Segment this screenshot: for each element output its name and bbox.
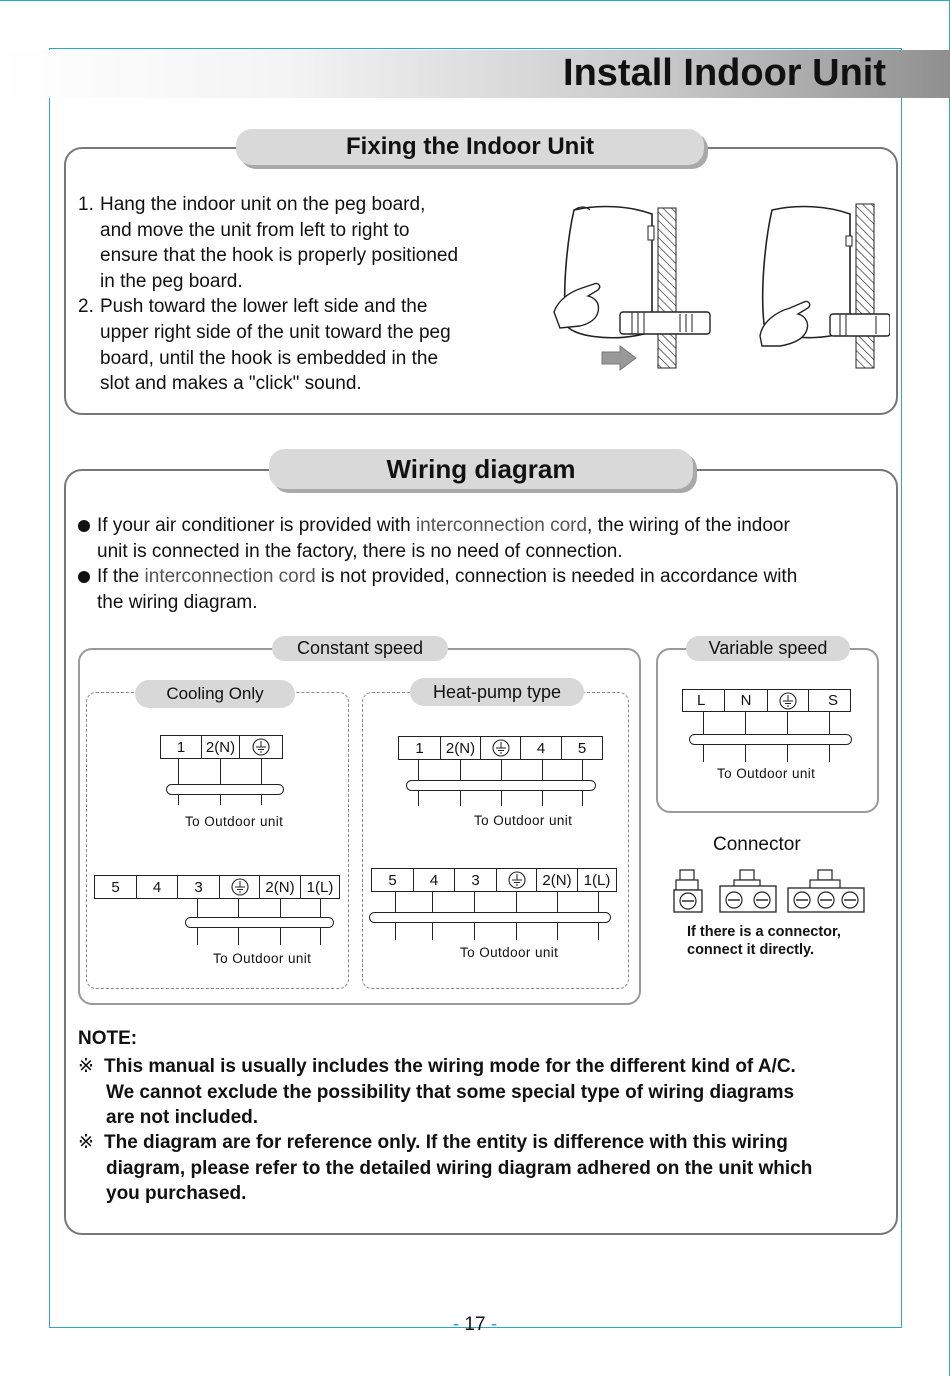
terminal-cell: 5 xyxy=(577,739,587,757)
terminal-block-heatpump-top xyxy=(398,736,603,760)
page-number-dash: - xyxy=(452,1314,465,1335)
bullet-1-highlight: interconnection cord xyxy=(415,515,588,536)
note-2-line-1: The diagram are for reference only. If the entity is difference with this wiring xyxy=(104,1132,788,1153)
page-number-value: 17 xyxy=(464,1314,486,1335)
step-1-line-1: Hang the indoor unit on the peg board, xyxy=(100,194,426,215)
terminal-cell: 2(N) xyxy=(260,876,301,898)
terminal-block-variable xyxy=(682,689,851,712)
wiring-heading xyxy=(269,449,693,489)
terminal-cell: 4 xyxy=(137,876,178,898)
terminal-block-cooling-bottom xyxy=(94,875,340,899)
terminal-cell: 2(N) xyxy=(441,737,481,759)
connector-label: Connector xyxy=(713,834,801,855)
connector-single-icon xyxy=(674,870,702,912)
cable-bus xyxy=(689,734,852,745)
note-title: NOTE: xyxy=(78,1028,138,1049)
bullet-dot xyxy=(78,520,90,532)
step-2 xyxy=(78,294,528,396)
note-2-line-2: diagram, please refer to the detailed wiring diagram adhered on the unit which xyxy=(106,1157,813,1179)
wire xyxy=(220,759,221,805)
to-outdoor-label: To Outdoor unit xyxy=(185,814,284,829)
terminal-cell: N xyxy=(725,690,768,711)
terminal-cell: 5 xyxy=(95,876,137,898)
terminal-block-heatpump-bottom xyxy=(371,868,617,892)
terminal-cell: 1 xyxy=(399,737,441,759)
step-2-line-2: upper right side of the unit toward the peg xyxy=(100,321,451,343)
step-2-line-3: board, until the hook is embedded in the xyxy=(100,347,439,369)
bullet-1-text: If your air conditioner is provided with xyxy=(97,515,416,536)
note-1-line-3: are not included. xyxy=(106,1107,259,1129)
ground-icon xyxy=(240,736,282,758)
terminal-cell: 1(L) xyxy=(306,878,334,896)
terminal-block-cooling-top xyxy=(160,735,283,759)
terminal-cell: L xyxy=(683,690,725,711)
connector-caption-line-2: connect it directly. xyxy=(687,942,815,958)
wiring-bullet-2 xyxy=(78,564,878,615)
bullet-2-text: If the xyxy=(97,566,145,587)
reference-mark-icon: ※ xyxy=(78,1132,94,1153)
terminal-cell: 4 xyxy=(521,737,562,759)
step-1 xyxy=(78,192,528,294)
bullet-2-highlight: interconnection cord xyxy=(144,566,316,587)
bullet-2-text-end: is not provided, connection is needed in accordance with xyxy=(315,566,798,587)
page-title: Install Indoor Unit xyxy=(563,52,886,94)
step-1-number: 1. xyxy=(78,194,94,215)
bullet-1-line-2: unit is connected in the factory, there is no need of connection. xyxy=(97,540,623,562)
note-1-line-1: This manual is usually includes the wiring mode for the different kind of A/C. xyxy=(104,1056,796,1077)
terminal-cell: 1(L) xyxy=(583,871,611,889)
note-2-line-3: you purchased. xyxy=(106,1183,247,1205)
variable-speed-label: Variable speed xyxy=(686,636,850,661)
terminal-cell: 2(N) xyxy=(202,736,240,758)
step-2-line-4: slot and makes a "click" sound. xyxy=(100,373,362,395)
to-outdoor-label: To Outdoor unit xyxy=(717,766,816,781)
connector-caption-line-1: If there is a connector, xyxy=(687,924,841,940)
heat-pump-label: Heat-pump type xyxy=(410,678,584,706)
to-outdoor-label: To Outdoor unit xyxy=(460,945,559,960)
variable-speed-panel xyxy=(656,648,879,813)
wiring-bullet-1 xyxy=(78,513,878,564)
wiring-heading-text: Wiring diagram xyxy=(386,454,576,484)
cable-bus xyxy=(406,780,596,791)
terminal-cell: 5 xyxy=(372,869,414,891)
indoor-unit-illustration xyxy=(540,196,890,376)
page-number xyxy=(0,1314,950,1336)
wire xyxy=(178,759,179,805)
fixing-steps xyxy=(78,192,528,397)
constant-speed-label: Constant speed xyxy=(272,636,448,661)
to-outdoor-label: To Outdoor unit xyxy=(213,951,312,966)
connector-triple-icon xyxy=(788,870,864,912)
fixing-heading xyxy=(236,129,704,165)
cable-bus xyxy=(166,784,284,795)
terminal-cell: 3 xyxy=(178,876,220,898)
bullet-dot xyxy=(78,571,90,583)
ground-icon xyxy=(497,869,537,891)
connector-double-icon xyxy=(720,870,776,912)
step-1-line-4: in the peg board. xyxy=(100,270,243,292)
wire xyxy=(261,759,262,805)
note-1-line-2: We cannot exclude the possibility that some special type of wiring diagrams xyxy=(106,1081,795,1103)
connector-caption xyxy=(687,923,841,959)
bullet-1-text-end: , the wiring of the indoor xyxy=(587,515,790,536)
bullet-2-line-2: the wiring diagram. xyxy=(97,591,258,613)
cable-bus xyxy=(369,912,611,923)
note-item-1 xyxy=(78,1054,888,1131)
ground-icon xyxy=(481,737,521,759)
page-top-border xyxy=(0,0,950,1)
ground-icon xyxy=(768,690,809,711)
reference-mark-icon: ※ xyxy=(78,1056,94,1077)
connector-icons xyxy=(672,868,867,916)
terminal-cell: 4 xyxy=(414,869,455,891)
terminal-cell: 1 xyxy=(161,736,202,758)
cooling-only-label: Cooling Only xyxy=(135,680,295,708)
ground-icon xyxy=(220,876,260,898)
terminal-cell: S xyxy=(827,692,838,709)
step-2-number: 2. xyxy=(78,296,94,318)
fixing-heading-text: Fixing the Indoor Unit xyxy=(346,133,594,160)
cable-bus xyxy=(185,917,334,928)
step-2-line-1: Push toward the lower left side and the xyxy=(100,296,428,318)
step-1-line-2: and move the unit from left to right to xyxy=(100,219,410,241)
step-1-line-3: ensure that the hook is properly positioned xyxy=(100,245,459,267)
note-item-2 xyxy=(78,1130,888,1207)
to-outdoor-label: To Outdoor unit xyxy=(474,813,573,828)
unit-figure-left xyxy=(554,207,710,370)
terminal-cell: 2(N) xyxy=(537,869,578,891)
unit-figure-right xyxy=(760,204,890,368)
page-number-dash: - xyxy=(485,1314,498,1335)
terminal-cell: 3 xyxy=(455,869,497,891)
